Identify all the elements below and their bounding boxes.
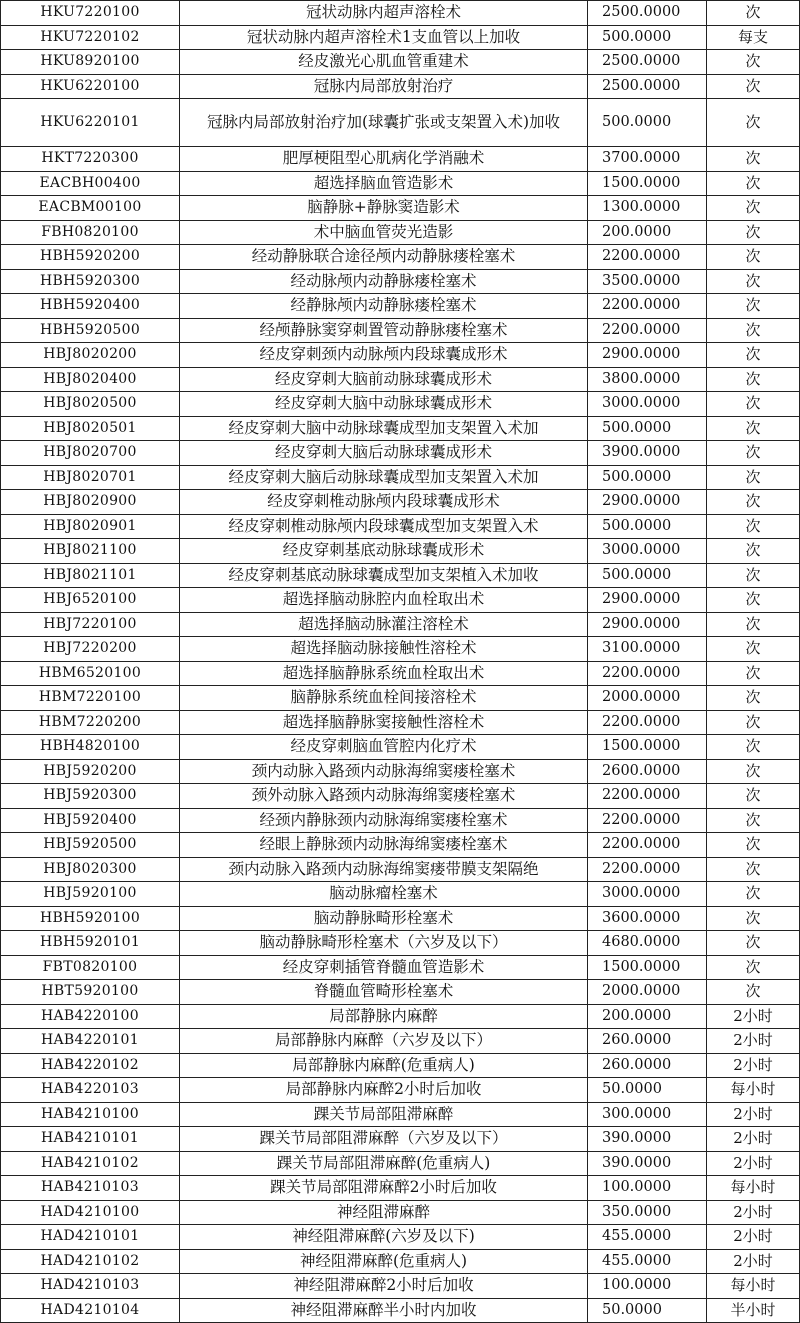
table-row bbox=[1, 294, 800, 319]
item-name-cell: 脑动脉瘤栓塞术 bbox=[180, 882, 588, 907]
item-name-cell: 踝关节局部阻滞麻醉 bbox=[180, 1102, 588, 1127]
item-price-cell: 3000.0000 bbox=[588, 392, 707, 417]
item-code-cell: HBJ5920400 bbox=[1, 808, 180, 833]
item-code-cell: HAD4210104 bbox=[1, 1298, 180, 1323]
item-code-cell: HAD4210102 bbox=[1, 1249, 180, 1274]
item-unit-cell: 次 bbox=[707, 857, 800, 882]
item-price-cell: 1300.0000 bbox=[588, 196, 707, 221]
item-name-cell: 冠脉内局部放射治疗 bbox=[180, 74, 588, 99]
item-unit-cell: 次 bbox=[707, 1, 800, 26]
item-price-cell: 500.0000 bbox=[588, 99, 707, 147]
item-name-cell: 经动脉颅内动静脉瘘栓塞术 bbox=[180, 269, 588, 294]
item-name-cell: 超选择脑血管造影术 bbox=[180, 171, 588, 196]
item-price-cell: 300.0000 bbox=[588, 1102, 707, 1127]
table-row bbox=[1, 661, 800, 686]
item-code-cell: HBJ8020701 bbox=[1, 465, 180, 490]
item-name-cell: 经皮穿刺大脑前动脉球囊成形术 bbox=[180, 367, 588, 392]
item-unit-cell: 每小时 bbox=[707, 1176, 800, 1201]
item-price-cell: 3800.0000 bbox=[588, 367, 707, 392]
table-row bbox=[1, 931, 800, 956]
table-row bbox=[1, 906, 800, 931]
table-row bbox=[1, 955, 800, 980]
item-name-cell: 经皮穿刺大脑后动脉球囊成形术 bbox=[180, 441, 588, 466]
item-unit-cell: 次 bbox=[707, 612, 800, 637]
table-row bbox=[1, 1004, 800, 1029]
item-price-cell: 3000.0000 bbox=[588, 539, 707, 564]
item-price-cell: 100.0000 bbox=[588, 1274, 707, 1299]
item-name-cell: 踝关节局部阻滞麻醉2小时后加收 bbox=[180, 1176, 588, 1201]
item-unit-cell: 次 bbox=[707, 808, 800, 833]
item-price-cell: 200.0000 bbox=[588, 220, 707, 245]
item-code-cell: EACBH00400 bbox=[1, 171, 180, 196]
item-code-cell: HBH4820100 bbox=[1, 735, 180, 760]
item-price-cell: 2200.0000 bbox=[588, 833, 707, 858]
item-name-cell: 局部静脉内麻醉 bbox=[180, 1004, 588, 1029]
table-row bbox=[1, 99, 800, 147]
item-price-cell: 2500.0000 bbox=[588, 74, 707, 99]
item-price-cell: 200.0000 bbox=[588, 1004, 707, 1029]
table-row bbox=[1, 1274, 800, 1299]
item-code-cell: HAB4220103 bbox=[1, 1078, 180, 1103]
item-name-cell: 经颅静脉窦穿刺置管动静脉瘘栓塞术 bbox=[180, 318, 588, 343]
item-code-cell: HBJ5920300 bbox=[1, 784, 180, 809]
table-row bbox=[1, 1151, 800, 1176]
item-name-cell: 超选择脑动脉接触性溶栓术 bbox=[180, 637, 588, 662]
item-unit-cell: 次 bbox=[707, 686, 800, 711]
item-price-cell: 50.0000 bbox=[588, 1078, 707, 1103]
item-unit-cell: 次 bbox=[707, 784, 800, 809]
table-row bbox=[1, 686, 800, 711]
table-row bbox=[1, 490, 800, 515]
item-unit-cell: 次 bbox=[707, 980, 800, 1005]
item-price-cell: 260.0000 bbox=[588, 1029, 707, 1054]
item-name-cell: 经皮穿刺脑血管腔内化疗术 bbox=[180, 735, 588, 760]
item-unit-cell: 每小时 bbox=[707, 1078, 800, 1103]
item-unit-cell: 2小时 bbox=[707, 1249, 800, 1274]
item-price-cell: 3700.0000 bbox=[588, 147, 707, 172]
item-unit-cell: 次 bbox=[707, 318, 800, 343]
item-price-cell: 2200.0000 bbox=[588, 857, 707, 882]
item-code-cell: HBJ6520100 bbox=[1, 588, 180, 613]
item-price-cell: 455.0000 bbox=[588, 1249, 707, 1274]
item-unit-cell: 每支 bbox=[707, 25, 800, 50]
item-name-cell: 脑动静脉畸形栓塞术 bbox=[180, 906, 588, 931]
item-code-cell: HKU6220101 bbox=[1, 99, 180, 147]
table-row bbox=[1, 74, 800, 99]
table-row bbox=[1, 1298, 800, 1323]
item-code-cell: FBT0820100 bbox=[1, 955, 180, 980]
item-code-cell: HAB4220102 bbox=[1, 1053, 180, 1078]
item-code-cell: HBH5920300 bbox=[1, 269, 180, 294]
item-unit-cell: 2小时 bbox=[707, 1102, 800, 1127]
item-name-cell: 超选择脑静脉窦接触性溶栓术 bbox=[180, 710, 588, 735]
item-unit-cell: 次 bbox=[707, 441, 800, 466]
item-unit-cell: 次 bbox=[707, 367, 800, 392]
item-price-cell: 2500.0000 bbox=[588, 50, 707, 75]
item-code-cell: HAD4210103 bbox=[1, 1274, 180, 1299]
item-name-cell: 神经阻滞麻醉 bbox=[180, 1200, 588, 1225]
item-price-cell: 2200.0000 bbox=[588, 784, 707, 809]
item-unit-cell: 次 bbox=[707, 416, 800, 441]
item-code-cell: HBJ5920100 bbox=[1, 882, 180, 907]
item-price-cell: 500.0000 bbox=[588, 416, 707, 441]
table-row bbox=[1, 857, 800, 882]
item-name-cell: 经皮激光心肌血管重建术 bbox=[180, 50, 588, 75]
item-unit-cell: 次 bbox=[707, 74, 800, 99]
item-unit-cell: 2小时 bbox=[707, 1151, 800, 1176]
item-price-cell: 3900.0000 bbox=[588, 441, 707, 466]
item-name-cell: 颈内动脉入路颈内动脉海绵窦瘘栓塞术 bbox=[180, 759, 588, 784]
item-code-cell: HBH5920101 bbox=[1, 931, 180, 956]
item-price-cell: 350.0000 bbox=[588, 1200, 707, 1225]
table-row bbox=[1, 514, 800, 539]
item-unit-cell: 次 bbox=[707, 245, 800, 270]
item-price-cell: 3600.0000 bbox=[588, 906, 707, 931]
table-row bbox=[1, 318, 800, 343]
item-code-cell: HBJ8021100 bbox=[1, 539, 180, 564]
table-row bbox=[1, 1249, 800, 1274]
item-unit-cell: 次 bbox=[707, 931, 800, 956]
table-row bbox=[1, 465, 800, 490]
item-price-cell: 50.0000 bbox=[588, 1298, 707, 1323]
table-row bbox=[1, 1078, 800, 1103]
item-unit-cell: 次 bbox=[707, 588, 800, 613]
item-price-cell: 2900.0000 bbox=[588, 343, 707, 368]
item-price-cell: 2000.0000 bbox=[588, 686, 707, 711]
item-code-cell: HBH5920100 bbox=[1, 906, 180, 931]
item-unit-cell: 次 bbox=[707, 539, 800, 564]
item-unit-cell: 次 bbox=[707, 735, 800, 760]
item-code-cell: HBT5920100 bbox=[1, 980, 180, 1005]
item-unit-cell: 次 bbox=[707, 171, 800, 196]
item-unit-cell: 次 bbox=[707, 50, 800, 75]
item-code-cell: HKU8920100 bbox=[1, 50, 180, 75]
item-code-cell: HBJ8020200 bbox=[1, 343, 180, 368]
item-code-cell: HBJ8021101 bbox=[1, 563, 180, 588]
table-row bbox=[1, 759, 800, 784]
item-code-cell: HAB4220101 bbox=[1, 1029, 180, 1054]
item-price-cell: 500.0000 bbox=[588, 563, 707, 588]
item-price-cell: 2200.0000 bbox=[588, 661, 707, 686]
table-row bbox=[1, 245, 800, 270]
table-row bbox=[1, 441, 800, 466]
item-code-cell: HBJ8020500 bbox=[1, 392, 180, 417]
item-name-cell: 冠状动脉内超声溶栓术 bbox=[180, 1, 588, 26]
item-name-cell: 冠脉内局部放射治疗加(球囊扩张或支架置入术)加收 bbox=[180, 99, 588, 147]
item-name-cell: 超选择脑静脉系统血栓取出术 bbox=[180, 661, 588, 686]
table-row bbox=[1, 612, 800, 637]
item-code-cell: HBJ7220200 bbox=[1, 637, 180, 662]
item-code-cell: HAB4210103 bbox=[1, 1176, 180, 1201]
item-name-cell: 经皮穿刺颈内动脉颅内段球囊成形术 bbox=[180, 343, 588, 368]
item-price-cell: 500.0000 bbox=[588, 465, 707, 490]
item-name-cell: 颈内动脉入路颈内动脉海绵窦瘘带膜支架隔绝 bbox=[180, 857, 588, 882]
item-name-cell: 脑动静脉畸形栓塞术（六岁及以下） bbox=[180, 931, 588, 956]
table-row bbox=[1, 416, 800, 441]
item-code-cell: HBJ5920500 bbox=[1, 833, 180, 858]
table-row bbox=[1, 588, 800, 613]
item-name-cell: 经皮穿刺大脑后动脉球囊成型加支架置入术加 bbox=[180, 465, 588, 490]
table-row bbox=[1, 147, 800, 172]
table-row bbox=[1, 1225, 800, 1250]
table-row bbox=[1, 1029, 800, 1054]
table-row bbox=[1, 343, 800, 368]
item-name-cell: 经眼上静脉颈内动脉海绵窦瘘栓塞术 bbox=[180, 833, 588, 858]
item-code-cell: HBH5920200 bbox=[1, 245, 180, 270]
item-unit-cell: 次 bbox=[707, 906, 800, 931]
item-price-cell: 500.0000 bbox=[588, 25, 707, 50]
item-unit-cell: 次 bbox=[707, 514, 800, 539]
table-row bbox=[1, 710, 800, 735]
item-price-cell: 390.0000 bbox=[588, 1151, 707, 1176]
item-code-cell: HAB4220100 bbox=[1, 1004, 180, 1029]
item-code-cell: HBM7220100 bbox=[1, 686, 180, 711]
item-name-cell: 踝关节局部阻滞麻醉（六岁及以下） bbox=[180, 1127, 588, 1152]
item-name-cell: 经颈内静脉颈内动脉海绵窦瘘栓塞术 bbox=[180, 808, 588, 833]
item-unit-cell: 2小时 bbox=[707, 1200, 800, 1225]
table-row bbox=[1, 392, 800, 417]
item-price-cell: 455.0000 bbox=[588, 1225, 707, 1250]
item-price-cell: 2000.0000 bbox=[588, 980, 707, 1005]
item-code-cell: HAD4210101 bbox=[1, 1225, 180, 1250]
item-code-cell: HBJ8020400 bbox=[1, 367, 180, 392]
item-name-cell: 经皮穿刺插管脊髓血管造影术 bbox=[180, 955, 588, 980]
item-price-cell: 2900.0000 bbox=[588, 588, 707, 613]
table-row bbox=[1, 980, 800, 1005]
item-price-cell: 2500.0000 bbox=[588, 1, 707, 26]
item-unit-cell: 次 bbox=[707, 220, 800, 245]
item-code-cell: HKU6220100 bbox=[1, 74, 180, 99]
table-row bbox=[1, 196, 800, 221]
item-code-cell: HAB4210101 bbox=[1, 1127, 180, 1152]
table-row bbox=[1, 1, 800, 26]
item-code-cell: HBM7220200 bbox=[1, 710, 180, 735]
item-name-cell: 局部静脉内麻醉（六岁及以下） bbox=[180, 1029, 588, 1054]
item-name-cell: 神经阻滞麻醉(六岁及以下) bbox=[180, 1225, 588, 1250]
table-row bbox=[1, 1176, 800, 1201]
table-row bbox=[1, 1053, 800, 1078]
item-unit-cell: 次 bbox=[707, 490, 800, 515]
item-unit-cell: 2小时 bbox=[707, 1053, 800, 1078]
item-code-cell: HBJ8020501 bbox=[1, 416, 180, 441]
item-code-cell: HAB4210100 bbox=[1, 1102, 180, 1127]
table-row bbox=[1, 50, 800, 75]
item-name-cell: 经皮穿刺大脑中动脉球囊成型加支架置入术加 bbox=[180, 416, 588, 441]
item-name-cell: 脑静脉+静脉窦造影术 bbox=[180, 196, 588, 221]
item-name-cell: 经动静脉联合途径颅内动静脉瘘栓塞术 bbox=[180, 245, 588, 270]
item-price-cell: 500.0000 bbox=[588, 514, 707, 539]
item-unit-cell: 次 bbox=[707, 147, 800, 172]
item-name-cell: 经皮穿刺椎动脉颅内段球囊成型加支架置入术 bbox=[180, 514, 588, 539]
table-row bbox=[1, 882, 800, 907]
item-code-cell: HBJ8020900 bbox=[1, 490, 180, 515]
item-price-cell: 2200.0000 bbox=[588, 710, 707, 735]
table-row bbox=[1, 269, 800, 294]
table-row bbox=[1, 1127, 800, 1152]
item-code-cell: HBJ8020700 bbox=[1, 441, 180, 466]
table-row bbox=[1, 637, 800, 662]
item-price-cell: 260.0000 bbox=[588, 1053, 707, 1078]
item-price-cell: 2200.0000 bbox=[588, 294, 707, 319]
item-unit-cell: 2小时 bbox=[707, 1029, 800, 1054]
item-price-cell: 2200.0000 bbox=[588, 808, 707, 833]
item-code-cell: HBJ8020300 bbox=[1, 857, 180, 882]
item-code-cell: HKU7220102 bbox=[1, 25, 180, 50]
item-unit-cell: 次 bbox=[707, 661, 800, 686]
item-code-cell: HBM6520100 bbox=[1, 661, 180, 686]
item-unit-cell: 次 bbox=[707, 637, 800, 662]
item-name-cell: 经皮穿刺大脑中动脉球囊成形术 bbox=[180, 392, 588, 417]
table-row bbox=[1, 833, 800, 858]
table-row bbox=[1, 367, 800, 392]
item-unit-cell: 次 bbox=[707, 294, 800, 319]
item-name-cell: 局部静脉内麻醉(危重病人) bbox=[180, 1053, 588, 1078]
table-row bbox=[1, 1102, 800, 1127]
table-row bbox=[1, 220, 800, 245]
item-price-cell: 2200.0000 bbox=[588, 318, 707, 343]
table-row bbox=[1, 784, 800, 809]
table-row bbox=[1, 25, 800, 50]
item-name-cell: 术中脑血管荧光造影 bbox=[180, 220, 588, 245]
item-unit-cell: 次 bbox=[707, 269, 800, 294]
item-unit-cell: 次 bbox=[707, 833, 800, 858]
item-name-cell: 冠状动脉内超声溶栓术1支血管以上加收 bbox=[180, 25, 588, 50]
item-unit-cell: 2小时 bbox=[707, 1004, 800, 1029]
item-code-cell: HBJ7220100 bbox=[1, 612, 180, 637]
item-price-cell: 3000.0000 bbox=[588, 882, 707, 907]
item-code-cell: EACBM00100 bbox=[1, 196, 180, 221]
table-row bbox=[1, 563, 800, 588]
item-price-cell: 2900.0000 bbox=[588, 490, 707, 515]
item-name-cell: 脊髓血管畸形栓塞术 bbox=[180, 980, 588, 1005]
item-price-cell: 1500.0000 bbox=[588, 735, 707, 760]
item-price-cell: 4680.0000 bbox=[588, 931, 707, 956]
item-price-cell: 3500.0000 bbox=[588, 269, 707, 294]
item-unit-cell: 2小时 bbox=[707, 1127, 800, 1152]
item-name-cell: 肥厚梗阻型心肌病化学消融术 bbox=[180, 147, 588, 172]
table-row bbox=[1, 1200, 800, 1225]
item-unit-cell: 每小时 bbox=[707, 1274, 800, 1299]
item-unit-cell: 次 bbox=[707, 196, 800, 221]
item-price-cell: 3100.0000 bbox=[588, 637, 707, 662]
fee-table-body bbox=[1, 1, 800, 1323]
table-row bbox=[1, 171, 800, 196]
item-code-cell: HAB4210102 bbox=[1, 1151, 180, 1176]
item-unit-cell: 次 bbox=[707, 563, 800, 588]
item-unit-cell: 次 bbox=[707, 99, 800, 147]
item-price-cell: 1500.0000 bbox=[588, 171, 707, 196]
table-row bbox=[1, 735, 800, 760]
item-unit-cell: 2小时 bbox=[707, 1225, 800, 1250]
item-code-cell: HAD4210100 bbox=[1, 1200, 180, 1225]
item-name-cell: 踝关节局部阻滞麻醉(危重病人) bbox=[180, 1151, 588, 1176]
item-price-cell: 2600.0000 bbox=[588, 759, 707, 784]
item-name-cell: 神经阻滞麻醉2小时后加收 bbox=[180, 1274, 588, 1299]
item-name-cell: 超选择脑动脉腔内血栓取出术 bbox=[180, 588, 588, 613]
item-unit-cell: 次 bbox=[707, 710, 800, 735]
item-code-cell: HBH5920500 bbox=[1, 318, 180, 343]
item-unit-cell: 次 bbox=[707, 759, 800, 784]
item-name-cell: 神经阻滞麻醉半小时内加收 bbox=[180, 1298, 588, 1323]
item-name-cell: 经皮穿刺基底动脉球囊成型加支架植入术加收 bbox=[180, 563, 588, 588]
item-code-cell: HBJ8020901 bbox=[1, 514, 180, 539]
item-name-cell: 超选择脑动脉灌注溶栓术 bbox=[180, 612, 588, 637]
item-unit-cell: 次 bbox=[707, 465, 800, 490]
item-unit-cell: 半小时 bbox=[707, 1298, 800, 1323]
item-name-cell: 脑静脉系统血栓间接溶栓术 bbox=[180, 686, 588, 711]
item-price-cell: 100.0000 bbox=[588, 1176, 707, 1201]
item-name-cell: 局部静脉内麻醉2小时后加收 bbox=[180, 1078, 588, 1103]
table-row bbox=[1, 808, 800, 833]
item-price-cell: 2200.0000 bbox=[588, 245, 707, 270]
item-unit-cell: 次 bbox=[707, 882, 800, 907]
item-code-cell: HKT7220300 bbox=[1, 147, 180, 172]
item-code-cell: FBH0820100 bbox=[1, 220, 180, 245]
item-name-cell: 经静脉颅内动静脉瘘栓塞术 bbox=[180, 294, 588, 319]
item-name-cell: 神经阻滞麻醉(危重病人) bbox=[180, 1249, 588, 1274]
item-name-cell: 经皮穿刺椎动脉颅内段球囊成形术 bbox=[180, 490, 588, 515]
item-price-cell: 2900.0000 bbox=[588, 612, 707, 637]
item-code-cell: HBJ5920200 bbox=[1, 759, 180, 784]
item-price-cell: 390.0000 bbox=[588, 1127, 707, 1152]
item-unit-cell: 次 bbox=[707, 343, 800, 368]
item-price-cell: 1500.0000 bbox=[588, 955, 707, 980]
item-name-cell: 经皮穿刺基底动脉球囊成形术 bbox=[180, 539, 588, 564]
item-unit-cell: 次 bbox=[707, 955, 800, 980]
table-row bbox=[1, 539, 800, 564]
item-name-cell: 颈外动脉入路颈内动脉海绵窦瘘栓塞术 bbox=[180, 784, 588, 809]
item-unit-cell: 次 bbox=[707, 392, 800, 417]
item-code-cell: HBH5920400 bbox=[1, 294, 180, 319]
item-code-cell: HKU7220100 bbox=[1, 1, 180, 26]
